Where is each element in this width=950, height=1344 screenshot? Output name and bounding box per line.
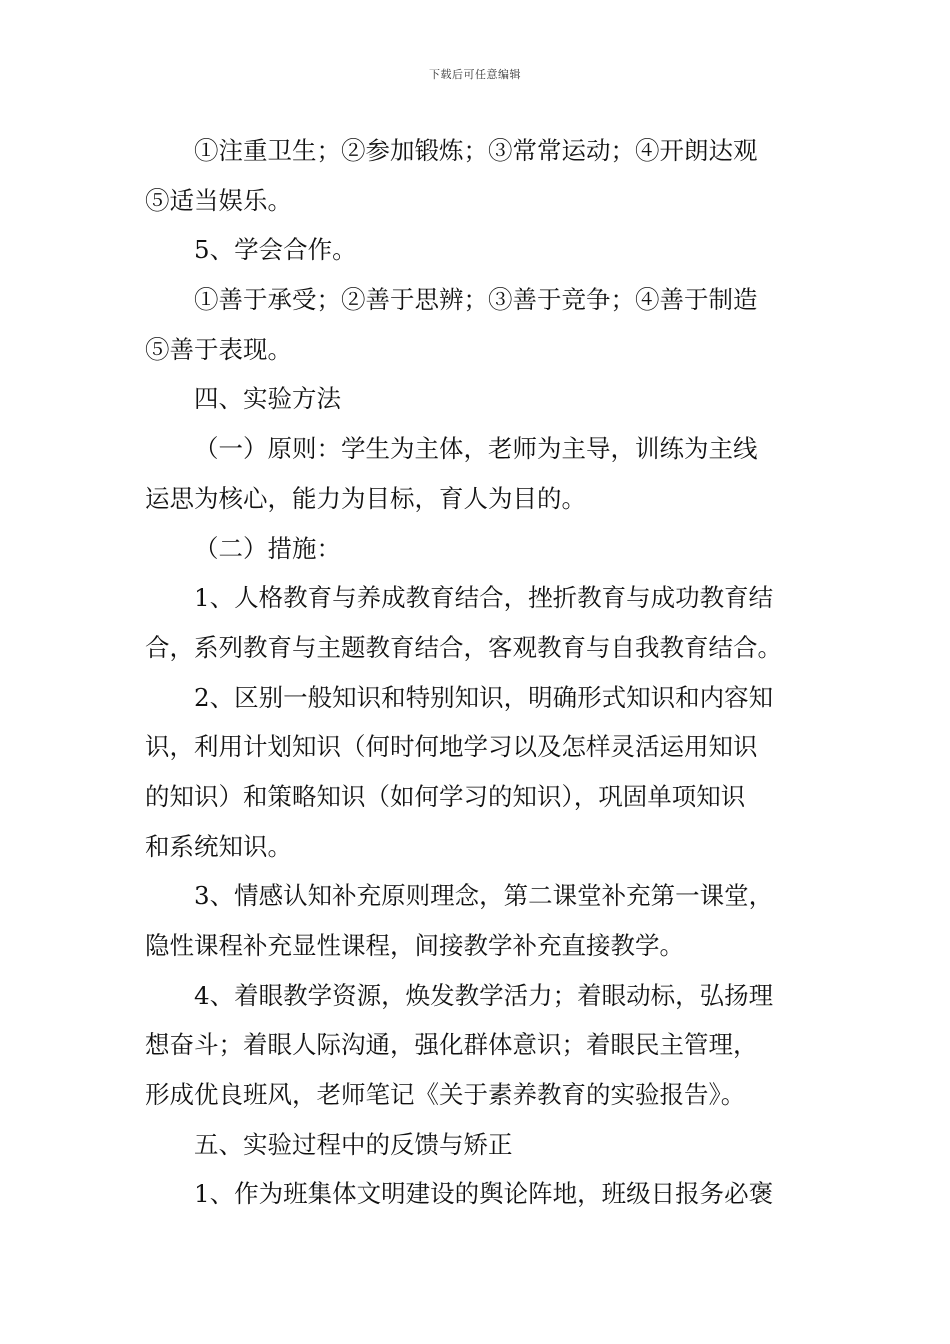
text-line: 的知识）和策略知识（如何学习的知识），巩固单项知识 bbox=[145, 781, 746, 811]
text-line: 想奋斗；着眼人际沟通，强化群体意识；着眼民主管理， bbox=[145, 1030, 758, 1060]
text-line: ①善于承受；②善于思辨；③善于竞争；④善于制造 bbox=[194, 285, 758, 315]
text-line: 形成优良班风，老师笔记《关于素养教育的实验报告》。 bbox=[145, 1080, 746, 1110]
text-line: 2、区别一般知识和特别知识，明确形式知识和内容知 bbox=[194, 682, 774, 712]
text-line: 1、作为班集体文明建设的舆论阵地，班级日报务必褒 bbox=[194, 1179, 774, 1209]
text-line: ⑤善于表现。 bbox=[145, 334, 292, 364]
text-line: 4、着眼教学资源，焕发教学活力；着眼动标，弘扬理 bbox=[194, 980, 774, 1010]
text-line: 运思为核心，能力为目标，育人为目的。 bbox=[145, 483, 586, 513]
text-line: ①注重卫生；②参加锻炼；③常常运动；④开朗达观 bbox=[194, 136, 758, 165]
text-line: 1、人格教育与养成教育结合，挫折教育与成功教育结 bbox=[194, 583, 774, 613]
text-line: （一）原则：学生为主体，老师为主导，训练为主线 bbox=[194, 434, 758, 464]
page-header: 下载后可任意编辑 bbox=[429, 68, 521, 81]
section-heading: 五、实验过程中的反馈与矫正 bbox=[194, 1129, 513, 1159]
text-line: ⑤适当娱乐。 bbox=[145, 185, 292, 215]
section-heading: 四、实验方法 bbox=[194, 384, 341, 414]
text-line: （二）措施： bbox=[194, 533, 341, 563]
text-line: 合，系列教育与主题教育结合，客观教育与自我教育结合。 bbox=[145, 632, 782, 662]
text-line: 识，利用计划知识（何时何地学习以及怎样灵活运用知识 bbox=[145, 732, 758, 762]
document-body bbox=[145, 126, 810, 1219]
text-line: 隐性课程补充显性课程，间接教学补充直接教学。 bbox=[145, 931, 684, 960]
text-line: 3、情感认知补充原则理念，第二课堂补充第一课堂， bbox=[194, 881, 774, 911]
text-line: 和系统知识。 bbox=[145, 831, 292, 861]
text-line: 5、学会合作。 bbox=[194, 235, 357, 265]
